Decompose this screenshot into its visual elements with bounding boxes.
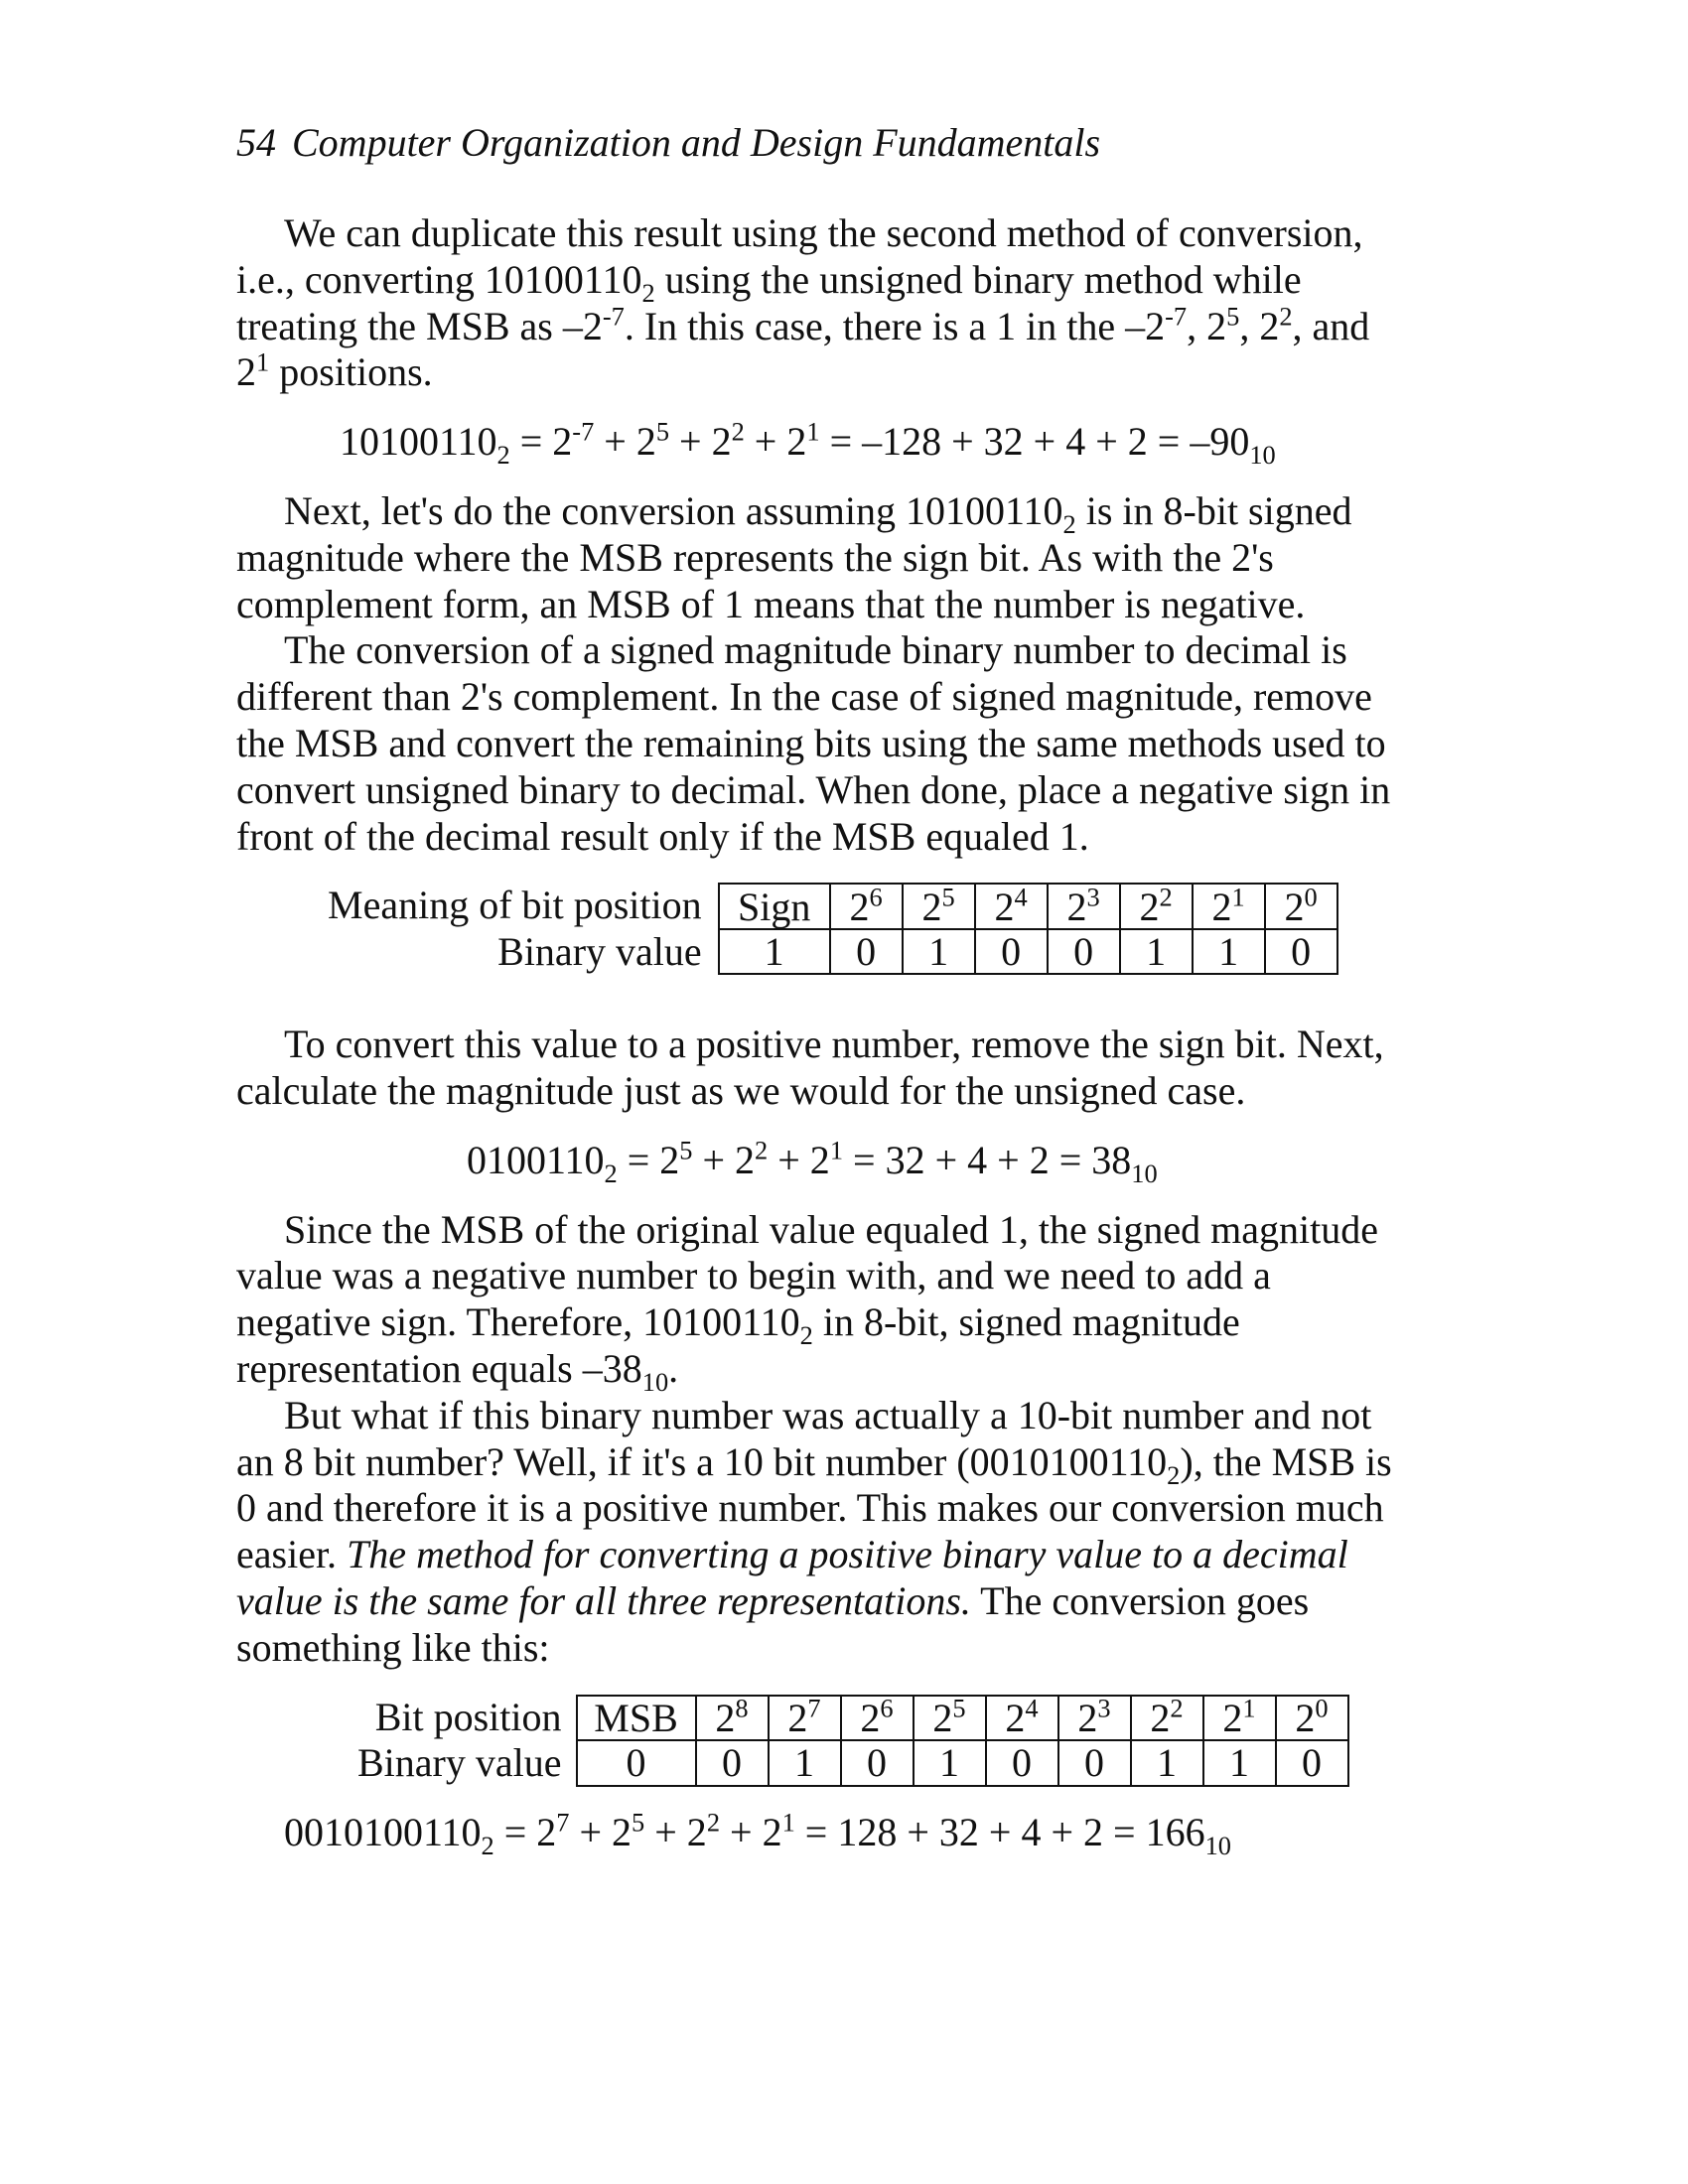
table-header-row — [577, 1696, 1348, 1741]
row-label-bit-position: Bit position — [374, 1694, 562, 1739]
paragraph-ten-bit: But what if this binary number was actually a 10-bit number and not an 8 bit number? Well, if it's a 10 bit number $(0010100110_2)$, the MSB is 0 and therefore it is a positive number. This makes our conversion much easier. The method for converting a positive binary value to a decimal value is the same for all three representations. The conversion goes something like this: — [236, 1392, 1392, 1670]
table-cell: $2^7$ — [769, 1696, 841, 1741]
bit-table-ten-bit — [236, 1695, 1408, 1787]
table-cell: $2^2$ — [1131, 1696, 1203, 1741]
table-cell: $2^5$ — [914, 1696, 986, 1741]
table-cell: $2^5$ — [903, 884, 975, 929]
table-cell: 1 — [903, 929, 975, 975]
row-label-binary-value: Binary value — [357, 1740, 562, 1786]
table-cell: 0 — [841, 1740, 914, 1786]
table-cell: $2^1$ — [1203, 1696, 1276, 1741]
table-cell: 0 — [1265, 929, 1337, 975]
table-row — [719, 929, 1337, 975]
running-header — [236, 119, 1100, 166]
table-cell: 0 — [1048, 929, 1120, 975]
table-cell: 1 — [914, 1740, 986, 1786]
table-header-row — [719, 884, 1337, 929]
table-cell: 1 — [1120, 929, 1193, 975]
table-cell: 0 — [830, 929, 903, 975]
table-cell: $2^3$ — [1048, 884, 1120, 929]
book-title: Computer Organization and Design Fundamentals — [292, 120, 1101, 165]
table-cell: 0 — [1276, 1740, 1348, 1786]
bit-table-signed-magnitude — [236, 883, 1408, 975]
table-cell: $2^8$ — [696, 1696, 769, 1741]
table-cell: $2^0$ — [1265, 884, 1337, 929]
table-cell: 1 — [1131, 1740, 1203, 1786]
table-cell: $2^2$ — [1120, 884, 1193, 929]
table-cell: $2^6$ — [841, 1696, 914, 1741]
equation-magnitude: $0100110_2 = 2^5 + 2^2 + 2^1 = 32 + 4 + 2 = 38_{10}$ — [467, 1135, 1158, 1188]
table-cell: $2^6$ — [830, 884, 903, 929]
table-cell: 1 — [769, 1740, 841, 1786]
equation-twos-complement: $10100110_2 = 2^{-7} + 2^5 + 2^2 + 2^1 = -128 + 32 + 4 + 2 = -90_{10}$ — [340, 416, 1276, 471]
paragraph-signed-magnitude-method: The conversion of a signed magnitude binary number to decimal is different than 2's complement. In the case of signed magnitude, remove the MSB and convert the remaining bits using the same methods used to convert unsigned binary to decimal. When done, place a negative sign in front of the decimal result only if the MSB equaled 1. — [236, 627, 1391, 859]
table-cell: $2^0$ — [1276, 1696, 1348, 1741]
row-label-meaning: Meaning of bit position — [328, 883, 702, 928]
table-cell: 0 — [577, 1740, 696, 1786]
page-body — [236, 210, 1408, 1860]
paragraph-negative-result: Since the MSB of the original value equaled 1, the signed magnitude value was a negative number to begin with, and we need to add a negative sign. Therefore, $10100110_2$ in 8-bit, signed magnitude representation equals $-38_{10}$. — [236, 1206, 1378, 1397]
table-cell: Sign — [719, 884, 830, 929]
table-cell: 1 — [1203, 1740, 1276, 1786]
paragraph-remove-sign-bit: To convert this value to a positive number, remove the sign bit. Next, calculate the magnitude just as we would for the unsigned case. — [236, 1022, 1384, 1113]
table-cell: 1 — [1193, 929, 1265, 975]
table-cell: 0 — [696, 1740, 769, 1786]
table-cell: $2^4$ — [975, 884, 1048, 929]
page-number: 54 — [236, 120, 276, 165]
table-row — [577, 1740, 1348, 1786]
equation-ten-bit: $0010100110_2 = 2^7 + 2^5 + 2^2 + 2^1 = 128 + 32 + 4 + 2 = 166_{10}$ — [284, 1807, 1231, 1860]
table-cell: 1 — [719, 929, 830, 975]
table-cell: MSB — [577, 1696, 696, 1741]
paragraph-second-method: We can duplicate this result using the second method of conversion, i.e., converting $10100110_2$ using the unsigned binary method while treating the MSB as $-2^{-7}$. In this case, there is a 1 in the $-2^{-7}$, $2^5$, $2^2$, and $2^1$ positions. — [236, 210, 1370, 395]
table-cell: $2^4$ — [986, 1696, 1058, 1741]
table-cell: 0 — [986, 1740, 1058, 1786]
table-cell: $2^3$ — [1058, 1696, 1131, 1741]
table-cell: $2^1$ — [1193, 884, 1265, 929]
row-label-binary-value: Binary value — [497, 928, 702, 974]
table-cell: 0 — [975, 929, 1048, 975]
paragraph-signed-magnitude-intro: Next, let's do the conversion assuming $10100110_2$ is in 8-bit signed magnitude where the MSB represents the sign bit. As with the 2's complement form, an MSB of 1 means that the number is negative. — [236, 487, 1352, 626]
table-cell: 0 — [1058, 1740, 1131, 1786]
